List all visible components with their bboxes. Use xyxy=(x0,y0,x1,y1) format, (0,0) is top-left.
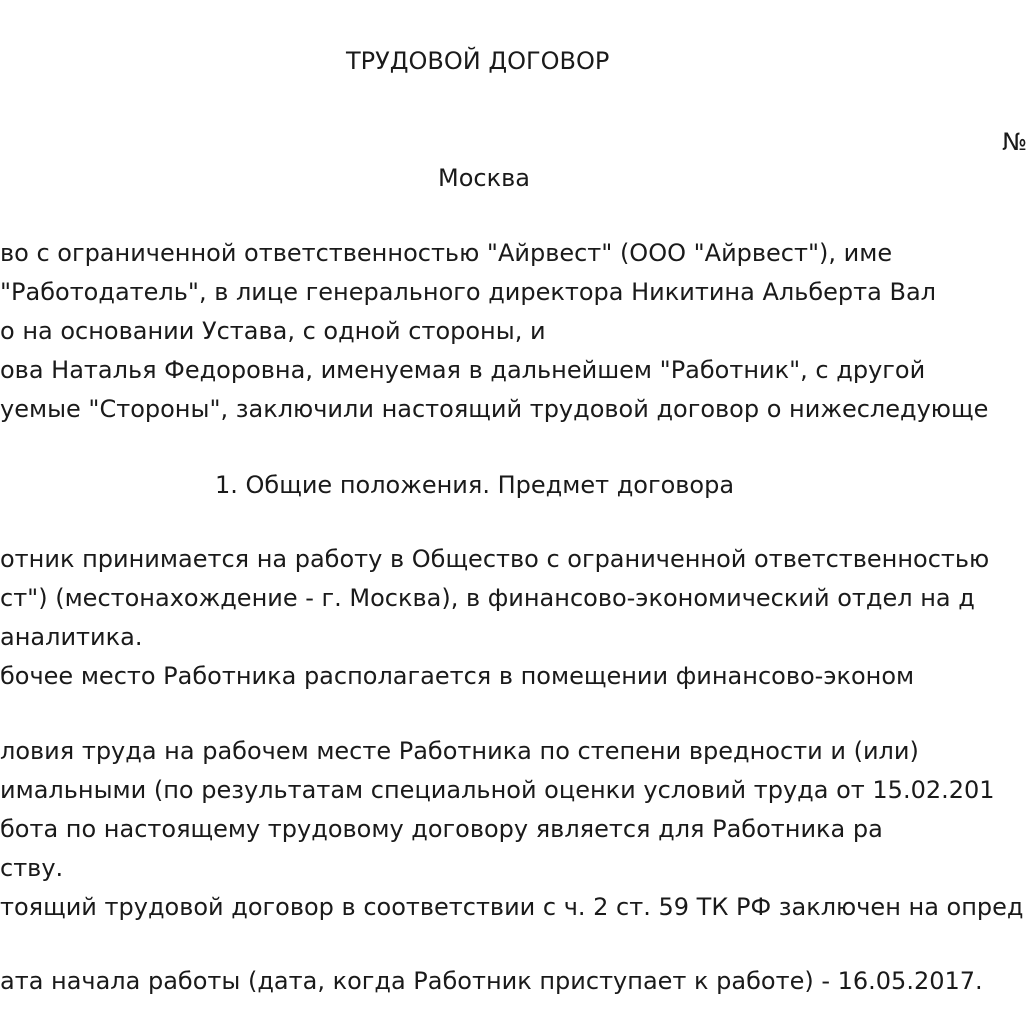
body-line-5: ловия труда на рабочем месте Работника по степени вредности и (или) xyxy=(0,737,919,765)
body-line-1: отник принимается на работу в Общество с ограниченной ответственностью xyxy=(0,545,990,573)
intro-line-1: во с ограниченной ответственностью "Айрвест" (ООО "Айрвест"), име xyxy=(0,239,893,267)
document-title: ТРУДОВОЙ ДОГОВОР xyxy=(346,47,610,75)
body-line-4: бочее место Работника располагается в помещении финансово-эконом xyxy=(0,662,915,690)
body-line-2: ст") (местонахождение - г. Москва), в финансово-экономический отдел на д xyxy=(0,584,975,612)
intro-line-5: уемые "Стороны", заключили настоящий трудовой договор о нижеследующе xyxy=(0,395,989,423)
contract-number-label: № xyxy=(1002,128,1027,156)
body-line-8: ству. xyxy=(0,854,64,882)
body-line-9: тоящий трудовой договор в соответствии с ч. 2 ст. 59 ТК РФ заключен на опред xyxy=(0,893,1024,921)
body-line-10: ата начала работы (дата, когда Работник приступает к работе) - 16.05.2017. xyxy=(0,967,983,995)
body-line-6: имальными (по результатам специальной оценки условий труда от 15.02.201 xyxy=(0,776,995,804)
section-1-heading: 1. Общие положения. Предмет договора xyxy=(215,471,735,499)
contract-city: Москва xyxy=(438,164,530,192)
body-line-3: аналитика. xyxy=(0,623,143,651)
intro-line-4: ова Наталья Федоровна, именуемая в дальнейшем "Работник", с другой xyxy=(0,356,926,384)
intro-line-2: "Работодатель", в лице генерального директора Никитина Альберта Вал xyxy=(0,278,936,306)
body-line-7: бота по настоящему трудовому договору является для Работника ра xyxy=(0,815,883,843)
intro-line-3: о на основании Устава, с одной стороны, и xyxy=(0,317,546,345)
